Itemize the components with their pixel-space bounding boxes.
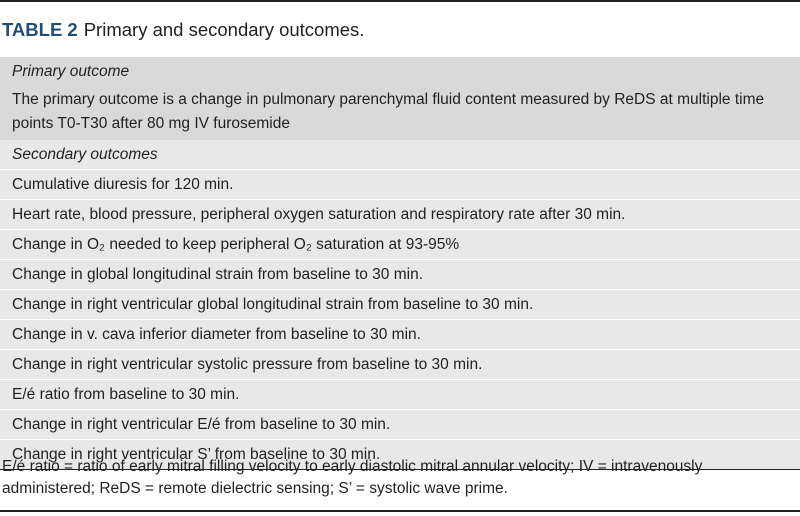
secondary-outcome-item: Change in right ventricular E/é from baseline to 30 min. [0, 410, 800, 439]
table-footnote: E/é ratio = ratio of early mitral filling velocity to early diastolic mitral annular velocity; IV = intravenously administered; ReDS = remote dielectric sensing; S’ = systolic wave prime. [2, 458, 703, 497]
secondary-outcome-item: Change in O₂ needed to keep peripheral O₂ saturation at 93-95% [0, 230, 800, 259]
bottom-rule [0, 510, 800, 512]
secondary-outcome-item: Heart rate, blood pressure, peripheral oxygen saturation and respiratory rate after 30 min. [0, 200, 800, 229]
table-label: TABLE 2 [2, 19, 78, 40]
secondary-outcome-item: E/é ratio from baseline to 30 min. [0, 380, 800, 409]
outcomes-table [0, 57, 800, 470]
table-title: Primary and secondary outcomes. [83, 19, 365, 40]
secondary-outcome-item: Change in global longitudinal strain from baseline to 30 min. [0, 260, 800, 289]
secondary-outcome-item: Change in right ventricular global longitudinal strain from baseline to 30 min. [0, 290, 800, 319]
secondary-outcome-item: Change in right ventricular S’ from baseline to 30 min. [0, 440, 800, 469]
table-caption [2, 19, 364, 41]
primary-outcome-heading: Primary outcome [0, 57, 800, 86]
primary-outcome-text: The primary outcome is a change in pulmonary parenchymal fluid content measured by ReDS at multiple time points T0-T30 after 80 mg IV furosemide [0, 86, 800, 140]
secondary-outcome-item: Cumulative diuresis for 120 min. [0, 170, 800, 199]
secondary-outcome-item: Change in v. cava inferior diameter from baseline to 30 min. [0, 320, 800, 349]
secondary-outcomes-heading: Secondary outcomes [0, 140, 800, 169]
secondary-outcome-item: Change in right ventricular systolic pressure from baseline to 30 min. [0, 350, 800, 379]
top-rule [0, 0, 800, 2]
